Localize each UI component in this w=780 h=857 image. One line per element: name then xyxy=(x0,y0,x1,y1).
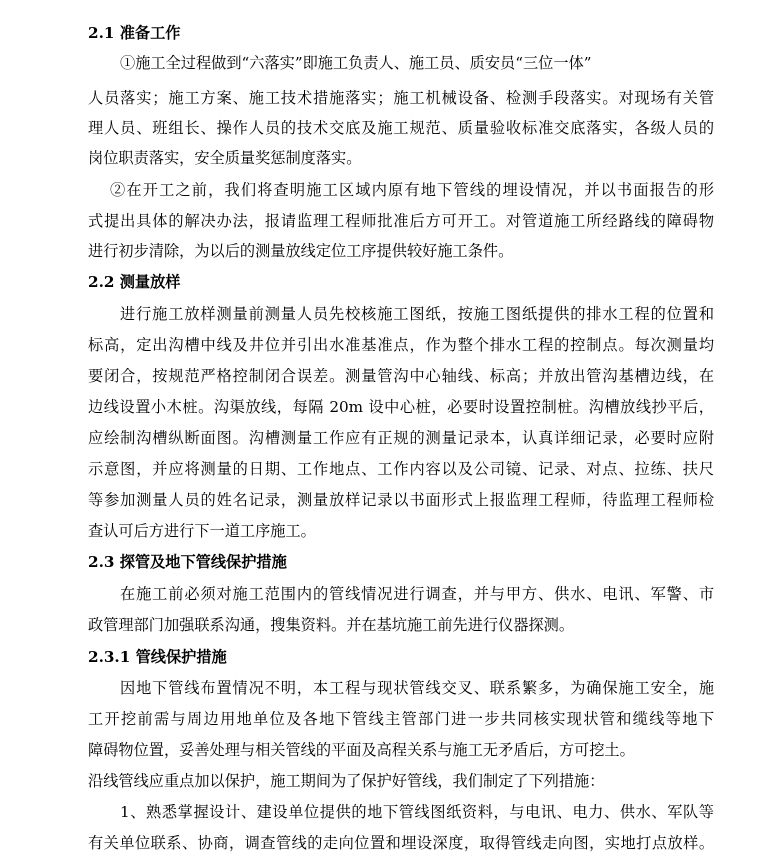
paragraph-line: 有关单位联系、协商，调查管线的走向位置和埋设深度，取得管线走向图，实地打点放样。 xyxy=(88,834,714,852)
paragraph-line: 在施工前必须对施工范围内的管线情况进行调查，并与甲方、供水、电讯、军警、市 xyxy=(120,585,714,603)
paragraph-line: 障碍物位置，妥善处理与相关管线的平面及高程关系与施工无矛盾后，方可挖土。 xyxy=(88,741,635,759)
section-heading-2-1: 2.1 准备工作 xyxy=(88,24,181,42)
paragraph-line: 式提出具体的解决办法，报请监理工程师批准后方可开工。对管道施工所经路线的障碍物 xyxy=(88,212,714,230)
paragraph-line: ①施工全过程做到“六落实”即施工负责人、施工员、质安员“三位一体” xyxy=(120,54,592,72)
paragraph-line: 因地下管线布置情况不明，本工程与现状管线交叉、联系繁多，为确保施工安全，施 xyxy=(120,679,714,697)
paragraph-line: 示意图，并应将测量的日期、工作地点、工作内容以及公司镜、记录、对点、拉练、扶尺 xyxy=(88,460,714,478)
section-heading-2-2: 2.2 测量放样 xyxy=(88,273,181,291)
paragraph-line: 应绘制沟槽纵断面图。沟槽测量工作应有正规的测量记录本，认真详细记录，必要时应附 xyxy=(88,429,714,447)
paragraph-line: 沿线管线应重点加以保护，施工期间为了保护好管线，我们制定了下列措施： xyxy=(88,772,605,790)
paragraph-line: 进行初步清除，为以后的测量放线定位工序提供较好施工条件。 xyxy=(88,242,514,260)
section-heading-2-3: 2.3 探管及地下管线保护措施 xyxy=(88,553,287,571)
paragraph-line: 政管理部门加强联系沟通，搜集资料。并在基坑施工前先进行仪器探测。 xyxy=(88,616,574,634)
paragraph-line: 要闭合，按规范严格控制闭合误差。测量管沟中心轴线、标高；并放出管沟基槽边线，在 xyxy=(88,367,714,385)
paragraph-line: 工开挖前需与周边用地单位及各地下管线主管部门进一步共同核实现状管和缆线等地下 xyxy=(88,710,714,728)
paragraph-line: 标高，定出沟槽中线及井位并引出水准基准点，作为整个排水工程的控制点。每次测量均 xyxy=(88,336,714,354)
paragraph-line: ②在开工之前，我们将查明施工区域内原有地下管线的埋设情况，并以书面报告的形 xyxy=(110,181,714,199)
paragraph-line: 查认可后方进行下一道工序施工。 xyxy=(88,522,316,540)
section-heading-2-3-1: 2.3.1 管线保护措施 xyxy=(88,648,227,666)
paragraph-line: 等参加测量人员的姓名记录，测量放样记录以书面形式上报监理工程师，待监理工程师检 xyxy=(88,491,714,509)
paragraph-line: 人员落实；施工方案、施工技术措施落实；施工机械设备、检测手段落实。对现场有关管 xyxy=(88,89,714,107)
paragraph-line: 1、熟悉掌握设计、建设单位提供的地下管线图纸资料，与电讯、电力、供水、军队等 xyxy=(120,803,714,821)
paragraph-line: 进行施工放样测量前测量人员先校核施工图纸，按施工图纸提供的排水工程的位置和 xyxy=(120,305,714,323)
paragraph-line: 岗位职责落实，安全质量奖惩制度落实。 xyxy=(88,149,362,167)
paragraph-line: 边线设置小木桩。沟渠放线，每隔 20m 设中心桩，必要时设置控制桩。沟槽放线抄平后， xyxy=(88,398,714,416)
paragraph-line: 理人员、班组长、操作人员的技术交底及施工规范、质量验收标准交底落实，各级人员的 xyxy=(88,119,714,137)
